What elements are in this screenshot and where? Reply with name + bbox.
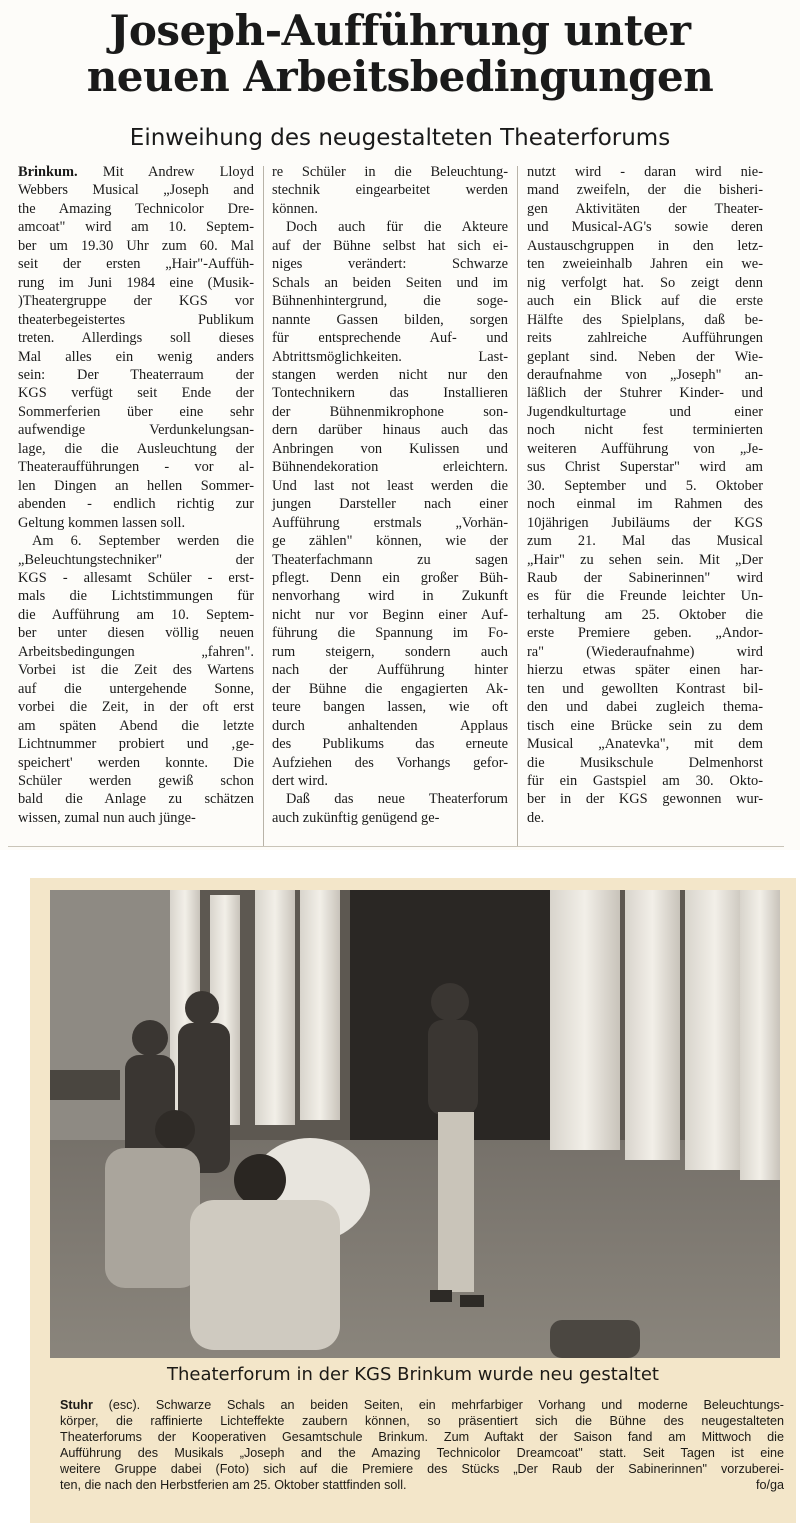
- article-line: können.: [272, 200, 318, 217]
- article-line: Sommerferien über eine sehr: [18, 403, 254, 420]
- article-line: noch einmal im Rahmen des: [527, 496, 763, 513]
- article-line: auf die untergehende Sonne,: [18, 680, 254, 697]
- article-line: pflegt. Denn ein großer Büh-: [272, 569, 508, 586]
- caption-line: weitere Gruppe dabei (Foto) sich auf die Premiere des Stücks „Der Raub der Sabinerinnen" vorzuberei-: [60, 1462, 784, 1476]
- article-line: Am 6. September werden die: [32, 533, 254, 550]
- article-line: weiteren Aufführung von „Je-: [527, 440, 763, 457]
- article-line: noch nicht fest terminierten: [527, 422, 763, 439]
- article-line: KGS verfügt seit Ende der: [18, 385, 254, 402]
- article-line: gen Aktivitäten der Theater-: [527, 200, 763, 217]
- article-line: den und dabei zugleich thema-: [527, 699, 763, 716]
- article-line: erste Premiere geben. „Andor-: [527, 625, 763, 642]
- article-line: auch zukünftig genügend ge-: [272, 809, 440, 826]
- article-line: )Theatergruppe der KGS vor: [18, 293, 254, 310]
- article-line: zum 21. Mal das Musical: [527, 533, 763, 550]
- article-line: nenvorhang wird in Zukunft: [272, 588, 508, 605]
- article-line: Theaterfachmann zu sagen: [272, 551, 508, 568]
- caption-line: körper, die raffinierte Lichteffekte zaubern können, so präsentiert sich die Bühne des neugestalteten: [60, 1414, 784, 1428]
- article-line: wissen, zumal nun auch jünge-: [18, 809, 196, 826]
- article-line: Theateraufführungen - vor al-: [18, 459, 254, 476]
- article-line: auf der Bühne selbst hat sich ei-: [272, 237, 508, 254]
- article-line: Arbeitsbedingungen „fahren".: [18, 643, 254, 660]
- column-divider: [517, 166, 518, 846]
- article-column-2: [272, 163, 508, 827]
- article-line: Bühnenhintergrund, die soge-: [272, 293, 508, 310]
- article-line: mals die Lichtstimmungen für: [18, 588, 254, 605]
- article-line: führung die Spannung im Fo-: [272, 625, 508, 642]
- article-line: ber unter diesen völlig neuen: [18, 625, 254, 642]
- stage-photo-image: [50, 890, 780, 1358]
- article-line: aufwendige Verdunkelungsan-: [18, 422, 254, 439]
- article-line: Austauschgruppen in den letz-: [527, 237, 763, 254]
- article-line: Hälfte des Spielplans, daß be-: [527, 311, 763, 328]
- author-signature: fo/ga: [755, 1478, 784, 1492]
- caption-line: ten, die nach den Herbstferien am 25. Oktober stattfinden soll.: [60, 1478, 407, 1492]
- article-line: am späten Abend die letzte: [18, 717, 254, 734]
- subheadline: Einweihung des neugestalteten Theaterforums: [129, 125, 671, 151]
- article-line: rum steigern, sondern auch: [272, 643, 508, 660]
- article-line: niges verändert: Schwarze: [272, 256, 508, 273]
- article-line: amcoat" wird am 10. Septem-: [18, 219, 254, 236]
- article-line: der Bühnenmikrophone son-: [272, 403, 508, 420]
- article-line: Tontechnikern das Installieren: [272, 385, 508, 402]
- article-line: abenden - endlich richtig zur: [18, 496, 254, 513]
- article-line: die Aufführung am 10. Septem-: [18, 606, 254, 623]
- article-line: tisch eine Brücke sein zu dem: [527, 717, 763, 734]
- caption-line: Aufführung des Musikals „Joseph and the Amazing Technicolor Dreamcoat" statt. Seit Tagen ist eine: [60, 1446, 784, 1460]
- headline: [0, 8, 800, 100]
- article-line: speichert' werden konnte. Die: [18, 754, 254, 771]
- article-line: Geltung kommen lassen soll.: [18, 514, 186, 531]
- article-line: Musical „Anatevka", mit dem: [527, 736, 763, 753]
- caption-line-text: (esc). Schwarze Schals an beiden Seiten, ein mehrfarbiger Vorhang und moderne Beleuchtungs-: [92, 1398, 784, 1412]
- headline-line-2: neuen Arbeitsbedingungen: [86, 52, 714, 101]
- article-line: des Publikums das erneute: [272, 736, 508, 753]
- article-line: terhaltung am 25. Oktober die: [527, 606, 763, 623]
- article-line: durch anhaltenden Applaus: [272, 717, 508, 734]
- article-line: teure bangen lassen, wie oft: [272, 699, 508, 716]
- article-line: für ein Gastspiel am 30. Okto-: [527, 772, 763, 789]
- article-line: Lichtnummer probiert und ‚ge-: [18, 736, 254, 753]
- article-line: Und last not least werden die: [272, 477, 508, 494]
- article-line: rung im Juni 1984 eine (Musik-: [18, 274, 254, 291]
- article-line: deraufnahme von „Joseph" an-: [527, 366, 763, 383]
- article-line: ra" (Wiederaufnahme) wird: [527, 643, 763, 660]
- stage-photo: [50, 890, 780, 1358]
- article-line: „Beleuchtungstechniker" der: [18, 551, 254, 568]
- article-line: theaterbegeistertes Publikum: [18, 311, 254, 328]
- article-line: [18, 163, 254, 181]
- article-line: vorbei die Zeit, in der oft erst: [18, 699, 254, 716]
- article-line: für entsprechende Auf- und: [272, 330, 508, 347]
- article-line: mand zweifeln, der die bisheri-: [527, 182, 763, 199]
- article-line: treten. Allerdings soll dieses: [18, 330, 254, 347]
- photo-caption: [60, 1397, 784, 1493]
- article-line: jungen Darsteller nach einer: [272, 496, 508, 513]
- article-line: bald die Anlage zu schätzen: [18, 791, 254, 808]
- article-line-text: Mit Andrew Lloyd: [77, 164, 254, 180]
- article-line: sus Christ Superstar" wird am: [527, 459, 763, 476]
- article-line: lage, die die Ausleuchtung der: [18, 440, 254, 457]
- article-line: ber um 19.30 Uhr zum 60. Mal: [18, 237, 254, 254]
- article-line: len Dingen an hellen Sommer-: [18, 477, 254, 494]
- article-line: seit der ersten „Hair"-Auffüh-: [18, 256, 254, 273]
- article-line: Schals an beiden Seiten und im: [272, 274, 508, 291]
- headline-line-1: Joseph-Aufführung unter: [109, 6, 691, 55]
- article-line: Vorbei ist die Zeit des Wartens: [18, 662, 254, 679]
- article-line: re Schüler in die Beleuchtung-: [272, 164, 508, 180]
- article-line: Webbers Musical „Joseph and: [18, 182, 254, 199]
- article-line: hierzu etwas später einen har-: [527, 662, 763, 679]
- article-line: auch ein Blick auf die erste: [527, 293, 763, 310]
- article-line: dern darüber hinaus auch das: [272, 422, 508, 439]
- article-line: Bühnendekoration erleichtern.: [272, 459, 508, 476]
- article-line: Daß das neue Theaterforum: [286, 791, 508, 808]
- article-line: die Musikschule Delmenhorst: [527, 754, 763, 771]
- article-line: Aufführung erstmals „Vorhän-: [272, 514, 508, 531]
- article-line: stangen werden nicht nur den: [272, 366, 508, 383]
- article-line: ber in der KGS gewonnen wur-: [527, 791, 763, 808]
- article-line: nicht nur vor Beginn einer Auf-: [272, 606, 508, 623]
- article-column-1: [18, 163, 254, 827]
- article-column-3: [527, 163, 763, 827]
- article-line: sein: Der Theaterraum der: [18, 366, 254, 383]
- caption-lead: Stuhr: [60, 1398, 93, 1412]
- article-line: de.: [527, 809, 545, 826]
- article-line: der Bühne die engagierten Ak-: [272, 680, 508, 697]
- article-line: stechnik eingearbeitet werden: [272, 182, 508, 199]
- article-line: Mal alles ein wenig anders: [18, 348, 254, 365]
- article-line: ge zählen" können, wie der: [272, 533, 508, 550]
- article-line: 30. September und 5. Oktober: [527, 477, 763, 494]
- article-line: Anbringen von Kulissen und: [272, 440, 508, 457]
- article-line: the Amazing Technicolor Dre-: [18, 200, 254, 217]
- caption-line: Theaterforums der Kooperativen Gesamtschule Brinkum. Zum Auftakt der Saison fand am Mittwoch die: [60, 1430, 784, 1444]
- article-line: dert wird.: [272, 772, 328, 789]
- article-line: KGS - allesamt Schüler - erst-: [18, 569, 254, 586]
- article-line: Doch auch für die Akteure: [286, 219, 508, 236]
- article-line: nannte Gassen bilden, sorgen: [272, 311, 508, 328]
- article-line: reits zahlreiche Aufführungen: [527, 330, 763, 347]
- caption-line: [60, 1397, 784, 1413]
- article-line: geplant sind. Neben der Wie-: [527, 348, 763, 365]
- clipping-edge: [8, 846, 784, 847]
- column-divider: [263, 166, 264, 846]
- article-line: läßlich der Stuhrer Kinder- und: [527, 385, 763, 402]
- photo-headline: Theaterforum in der KGS Brinkum wurde neu gestaltet: [166, 1364, 659, 1385]
- article-line: Jugendkulturtage und einer: [527, 403, 763, 420]
- article-line: nach der Aufführung hinter: [272, 662, 508, 679]
- article-line: Abtrittsmöglichkeiten. Last-: [272, 348, 508, 365]
- article-line: ten zweieinhalb Jahren ein we-: [527, 256, 763, 273]
- dateline: Brinkum.: [18, 164, 78, 180]
- article-line: Schüler werden gewiß schon: [18, 772, 254, 789]
- article-line: ten und gewollten Kontrast bil-: [527, 680, 763, 697]
- article-line: nutzt wird - daran wird nie-: [527, 164, 763, 180]
- article-line: 10jährigen Jubiläums der KGS: [527, 514, 763, 531]
- article-line: nig verfolgt hat. So zeigt denn: [527, 274, 763, 291]
- article-line: „Hair" zu sehen sein. Mit „Der: [527, 551, 763, 568]
- article-line: es für die Freunde leichter Un-: [527, 588, 763, 605]
- article-line: Raub der Sabinerinnen" wird: [527, 569, 763, 586]
- article-line: und Musical-AG's sowie deren: [527, 219, 763, 236]
- article-line: Aufziehen des Vorhangs gefor-: [272, 754, 508, 771]
